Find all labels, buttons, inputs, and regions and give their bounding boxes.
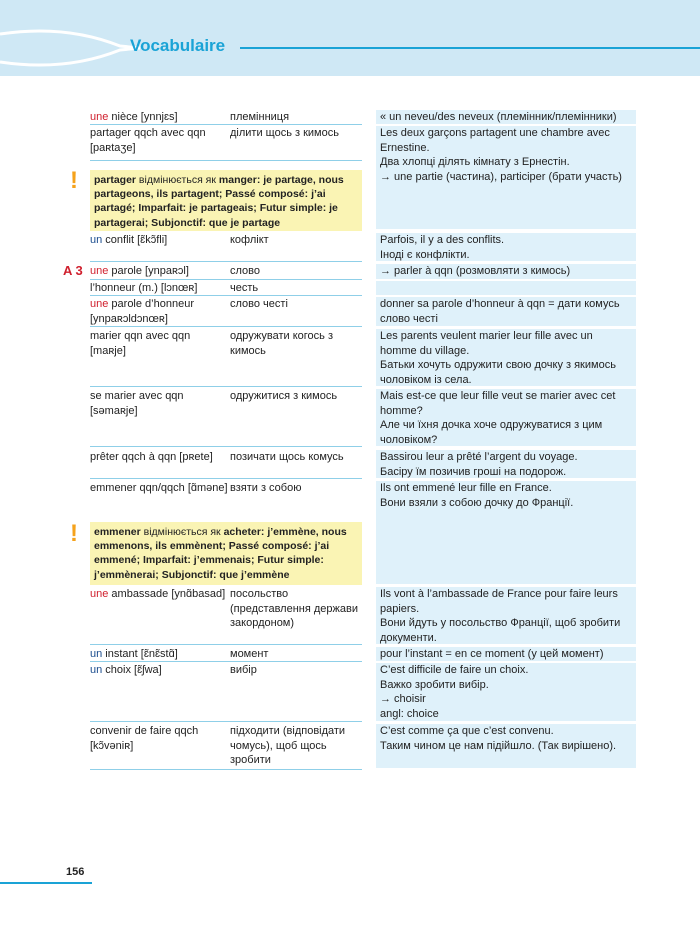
vocab-row (90, 481, 362, 511)
vocab-translation: кофлікт (230, 234, 269, 246)
vocab-word: convenir de faire qqch [kɔ̃vəniʀ] (90, 725, 199, 752)
vocab-translation: слово (230, 265, 260, 277)
vocab-word: une ambassade [ynɑ̃basad] (90, 588, 226, 600)
section-marker: A 3 (63, 263, 83, 278)
vocab-example: C’est difficile de faire un choix. Важко зробити вибір. → choisir angl: choice (376, 663, 636, 722)
vocab-row (90, 647, 362, 662)
vocab-example: Les parents veulent marier leur fille avec un homme du village. Батьки хочуть одружити свою дочку з якимось чоловіком із села. (376, 329, 636, 387)
vocab-translation: одружувати когось з кимось (230, 330, 334, 357)
article: un (90, 648, 103, 660)
vocab-example: Bassirou leur a prêté l’argent du voyage. Басіру їм позичив гроші на подорож. (376, 450, 636, 479)
vocab-row (90, 281, 362, 296)
vocab-word: une parole d’honneur [ynpaʀɔldɔnœʀ] (90, 298, 194, 325)
vocab-translation: посольство (представлення держави закордоном) (230, 588, 358, 629)
vocab-row (90, 587, 362, 645)
page-footer-rule (0, 882, 92, 884)
vocab-translation: взяти з собою (230, 482, 302, 494)
grammar-note: partager відмінюється як manger: je partage, nous partageons, ils partagent; Passé composé: j’ai partagé; Imparfait: je partageais; Futur simple: je partagerai; Subjonctif: que je partage (90, 170, 362, 231)
vocab-translation: ділити щось з кимось (230, 127, 339, 139)
vocab-example (376, 281, 636, 296)
vocab-example: donner sa parole d’honneur à qqn = дати комусь слово честі (376, 297, 636, 327)
vocab-word: prêter qqch à qqn [pʀete] (90, 451, 213, 463)
vocab-example: Mais est-ce que leur fille veut se marier avec cet homme? Але чи їхня дочка хоче одружуватися з цим чоловіком? (376, 389, 636, 447)
vocab-example: C’est comme ça que c’est convenu. Таким чином це нам підійшло. (Так вирішено). (376, 724, 636, 769)
vocab-translation: вибір (230, 664, 257, 676)
vocab-example: Ils ont emmené leur fille en France. Вони взяли з собою дочку до Франції. (376, 481, 636, 585)
vocab-translation: одружитися з кимось (230, 390, 338, 402)
page-number: 156 (66, 866, 85, 878)
article: une (90, 111, 109, 123)
exclamation-icon: ! (70, 520, 78, 547)
vocab-translation: племінниця (230, 111, 290, 123)
vocab-example: pour l’instant = en ce moment (у цей момент) (376, 647, 636, 662)
vocab-row (90, 389, 362, 447)
vocab-translation: момент (230, 648, 269, 660)
vocab-example: Ils vont à l’ambassade de France pour faire leurs papiers. Вони йдуть у посольство Франції, щоб зробити документи. (376, 587, 636, 645)
header-rule (240, 47, 700, 49)
exclamation-icon: ! (70, 167, 78, 194)
vocab-word: une parole [ynpaʀɔl] (90, 265, 189, 277)
section-title: Vocabulaire (130, 36, 226, 55)
vocab-example: Parfois, il y a des conflits. Іноді є конфлікти. (376, 233, 636, 262)
vocab-word: partager qqch avec qqn [paʀtaʒe] (90, 127, 206, 154)
vocab-word: se marier avec qqn [səmaʀje] (90, 390, 184, 417)
vocab-row (90, 297, 362, 327)
vocab-word: emmener qqn/qqch [ɑ̃məne] (90, 482, 228, 494)
vocab-word: un choix [ɛ̃ʃwa] (90, 664, 162, 676)
article: une (90, 588, 109, 600)
vocab-row (90, 126, 362, 161)
vocab-translation: позичати щось комусь (230, 451, 344, 463)
article: une (90, 298, 109, 310)
vocab-translation: слово честі (230, 298, 288, 310)
vocab-translation: честь (230, 282, 259, 294)
vocab-row (90, 724, 362, 770)
vocab-row (90, 264, 362, 280)
vocab-word: marier qqn avec qqn [maʀje] (90, 330, 191, 357)
vocab-example: → parler à qqn (розмовляти з кимось) (376, 264, 636, 280)
article: un (90, 234, 103, 246)
vocab-word: une nièce [ynnjɛs] (90, 111, 178, 123)
vocab-word: l’honneur (m.) [lɔnœʀ] (90, 282, 198, 294)
article: une (90, 265, 109, 277)
vocab-row (90, 663, 362, 722)
vocab-row (90, 110, 362, 125)
vocab-row (90, 329, 362, 387)
vocab-row (90, 450, 362, 479)
article: un (90, 664, 103, 676)
vocab-word: un conflit [ɛ̃kɔ̃fli] (90, 234, 168, 246)
grammar-note: emmener відмінюється як acheter: j’emmène, nous emmenons, ils emmènent; Passé composé: j’ai emmené; Imparfait: j’emmenais; Futur simple: j’emmènerai; Subjonctif: que j’emmène (90, 522, 362, 585)
vocab-word: un instant [ɛ̃nɛ̃stɑ̃] (90, 648, 178, 660)
vocab-row (90, 233, 362, 262)
header-swoosh-decoration (0, 28, 140, 68)
vocab-example: « un neveu/des neveux (племінник/племінники) (376, 110, 636, 125)
header-band (0, 0, 700, 76)
vocab-example: Les deux garçons partagent une chambre avec Ernestine. Два хлопці ділять кімнату з Ернестін. → une partie (частина), participer (брати участь) (376, 126, 636, 230)
vocab-translation: підходити (відповідати чомусь), щоб щось зробити (230, 725, 346, 766)
